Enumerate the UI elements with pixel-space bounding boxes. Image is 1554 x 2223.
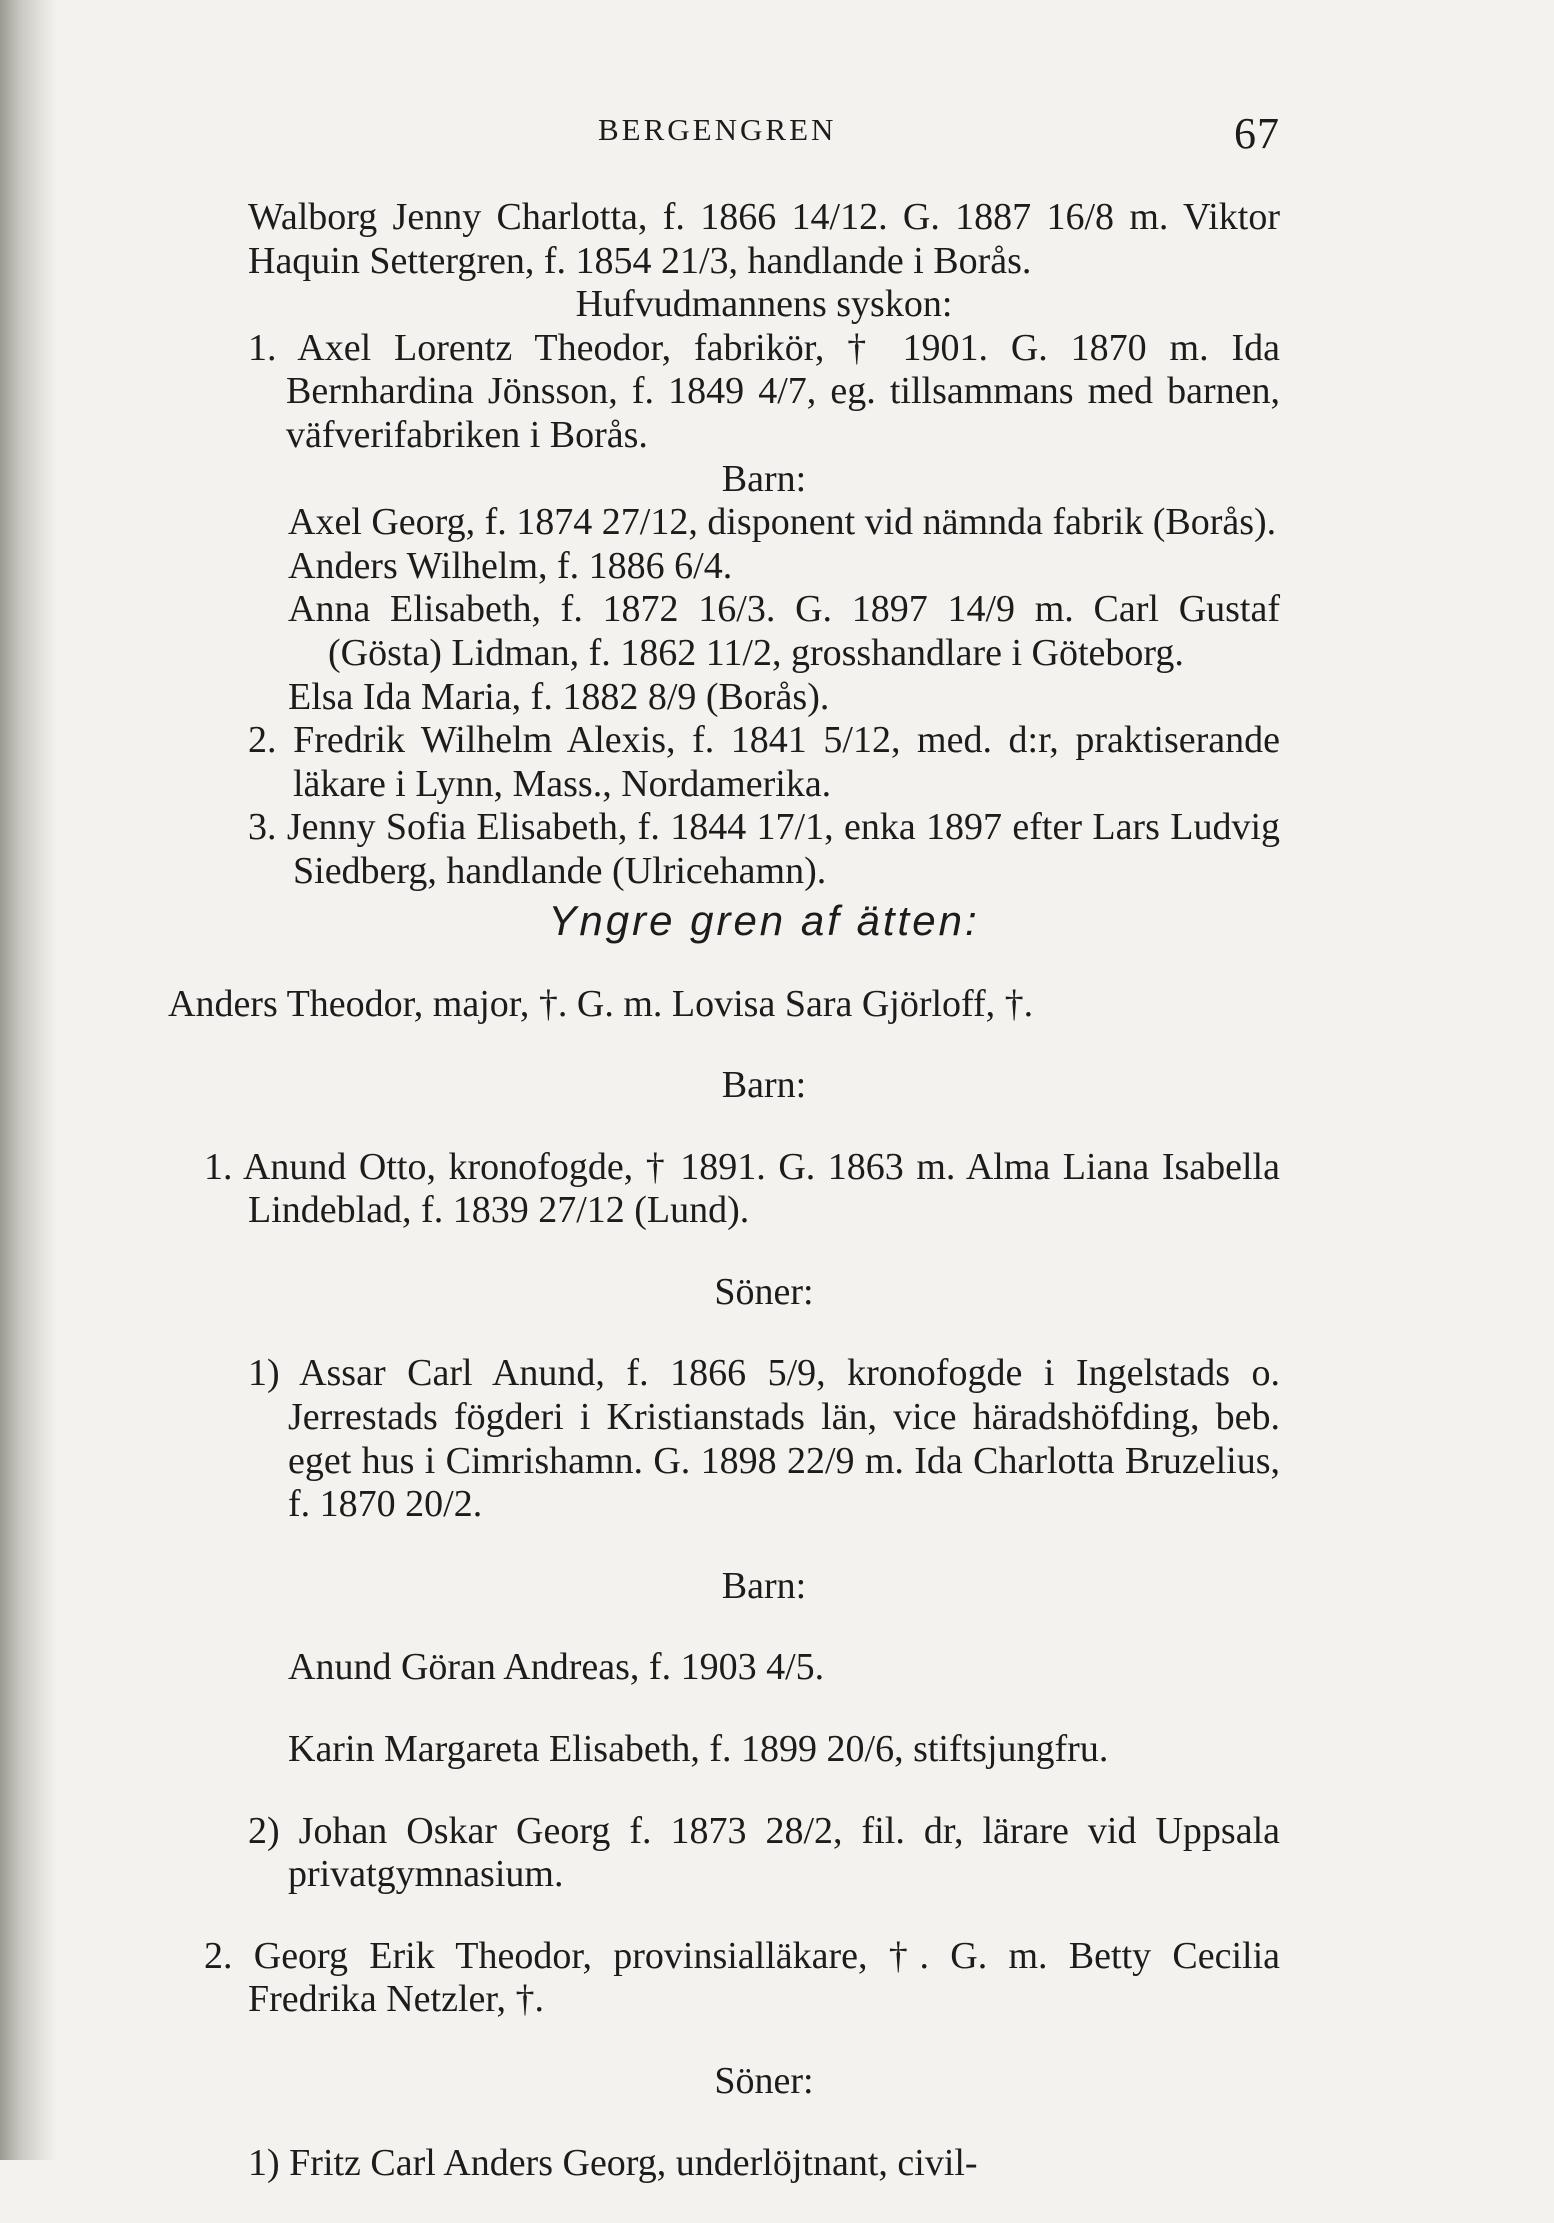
page-number: 67 [1234, 109, 1280, 158]
page-spine-shadow [0, 0, 58, 2160]
entry-anders-theodor: Anders Theodor, major, †. G. m. Lovisa Sara Gjörloff, †. [168, 982, 1034, 1025]
child-elsa-ida: Elsa Ida Maria, f. 1882 8/9 (Borås). [288, 675, 830, 718]
entry-anund-otto: 1. Anund Otto, kronofogde, † 1891. G. 1863 m. Alma Liana Isabella Lindeblad, f. 1839 27/12 (Lund). [204, 1145, 1280, 1232]
child-anna-elisabeth: Anna Elisabeth, f. 1872 16/3. G. 1897 14/9 m. Carl Gustaf (Gösta) Lidman, f. 1862 11/2, grosshandlare i Göteborg. [288, 588, 1280, 674]
page-body [168, 196, 1280, 2223]
entry-fredrik-wilhelm: 2. Fredrik Wilhelm Alexis, f. 1841 5/12, med. d:r, praktiserande läkare i Lynn, Mass., Nordamerika. [248, 719, 1280, 805]
running-head: BERGENGREN [598, 112, 837, 147]
heading-soner-2: Söner: [714, 2060, 814, 2102]
page-header [0, 108, 1554, 158]
child-axel-georg: Axel Georg, f. 1874 27/12, disponent vid nämnda fabrik (Borås). [288, 501, 1277, 544]
heading-syskon: Hufvudmannens syskon: [575, 283, 953, 326]
heading-yngre-gren: Yngre gren af ätten: [548, 896, 980, 944]
child-anders-wilhelm: Anders Wilhelm, f. 1886 6/4. [288, 544, 733, 587]
heading-barn-1: Barn: [721, 457, 807, 500]
entry-jenny-sofia: 3. Jenny Sofia Elisabeth, f. 1844 17/1, enka 1897 efter Lars Ludvig Siedberg, handlande (Ulricehamn). [248, 806, 1280, 892]
entry-axel-lorentz: 1. Axel Lorentz Theodor, fabrikör, † 1901. G. 1870 m. Ida Bernhardina Jönsson, f. 1849 4/7, eg. tillsammans med barnen, väfverifabriken i Borås. [248, 326, 1280, 456]
heading-soner-1: Söner: [714, 1270, 814, 1313]
grandchild-anund-goran: Anund Göran Andreas, f. 1903 4/5. [288, 1646, 825, 1689]
son-assar-carl: 1) Assar Carl Anund, f. 1866 5/9, kronofogde i Ingelstads o. Jerrestads fögderi i Kristianstads län, vice häradshöfding, beb. eget hus i Cimrishamn. G. 1898 22/9 m. Ida Charlotta Bruzelius, f. 1870 20/2. [248, 1352, 1280, 1526]
grandchild-karin-margareta: Karin Margareta Elisabeth, f. 1899 20/6, stiftsjungfru. [288, 1728, 1109, 1771]
entry-georg-erik: 2. Georg Erik Theodor, provinsialläkare, †. G. m. Betty Cecilia Fredrika Netzler, †. [204, 1934, 1280, 2021]
heading-barn-2: Barn: [721, 1064, 807, 1107]
son-johan-oskar: 2) Johan Oskar Georg f. 1873 28/2, fil. dr, lärare vid Uppsala privatgymnasium. [248, 1809, 1280, 1896]
heading-barn-3: Barn: [721, 1564, 807, 1607]
son-fritz-carl: 1) Fritz Carl Anders Georg, underlöjtnant, civil- [248, 2141, 978, 2184]
entry-walborg: Walborg Jenny Charlotta, f. 1866 14/12. G. 1887 16/8 m. Viktor Haquin Settergren, f. 1854 21/3, handlande i Borås. [248, 196, 1280, 282]
